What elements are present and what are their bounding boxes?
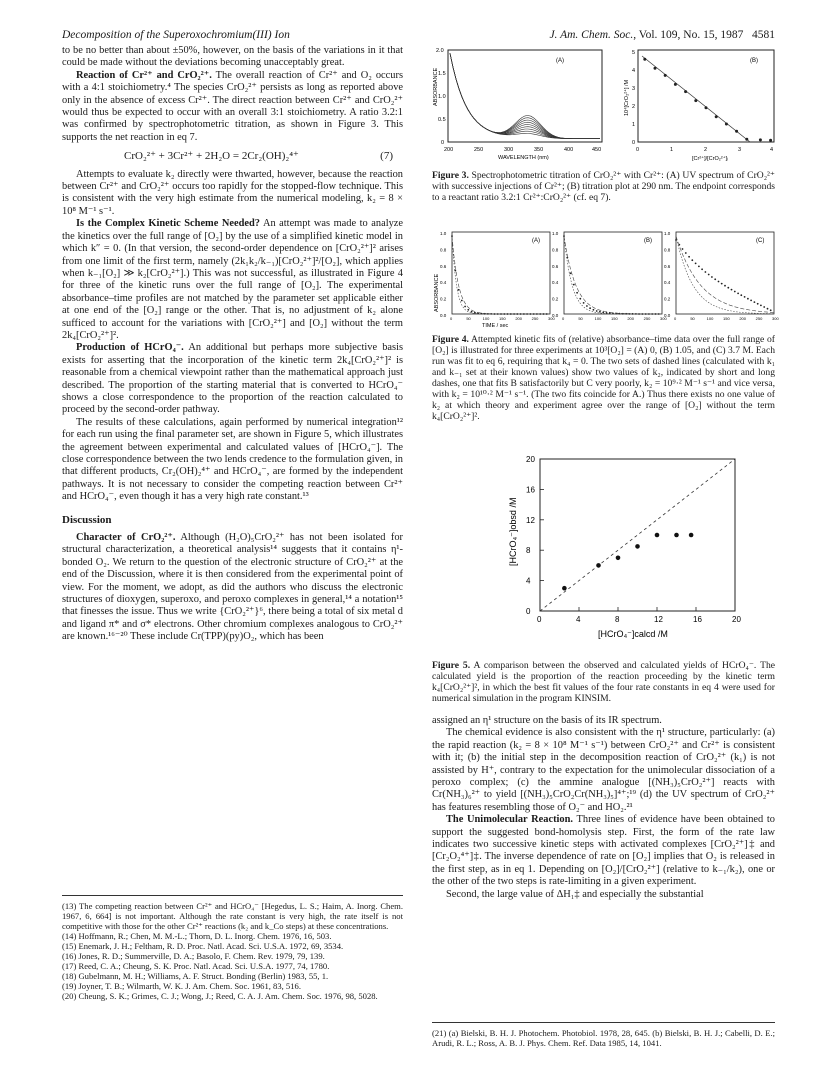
equation-7 (62, 150, 403, 162)
data-point (760, 305, 762, 307)
figure-4 (430, 226, 780, 330)
y-tick-label: 3 (632, 86, 636, 92)
figure-3 (430, 44, 780, 164)
y-tick-label: 0.6 (552, 263, 559, 269)
scatter-point (562, 586, 567, 591)
data-point (701, 268, 703, 270)
x-tick-label: 0 (537, 615, 542, 624)
x-tick-label: 250 (531, 316, 539, 321)
x-tick-label: 150 (611, 316, 618, 321)
y-tick-label: 0.6 (440, 263, 447, 269)
y-tick-label: 5 (632, 50, 636, 56)
data-point (685, 252, 687, 254)
paragraph-text: The overall reaction of Cr²⁺ and O₂ occurs with a 4:1 stoichiometry.⁴ The species CrO₂²⁺ persists as long as reported above only in the absence of excess Cr²⁺. The direct reaction between Cr²⁺ and CrO₂²⁺ would thus be expected to occur with an overall 3:1 stoichiometry. A ratio 3.2:1 was confirmed by spectrophotometric titration, as shown in Figure 3. This supports the net reaction in eq 7. (62, 69, 403, 143)
data-point (691, 259, 693, 261)
figure-4-caption (432, 334, 775, 422)
fit-curve-long-dash (452, 236, 550, 314)
data-point (724, 285, 726, 287)
paragraph (62, 342, 403, 416)
spectrum-curve (450, 53, 600, 138)
scatter-point (655, 533, 660, 538)
paragraph: Second, the large value of ΔH₁‡ and especially the substantial (446, 888, 704, 900)
run-in-heading: Production of HCrO₄⁻. (76, 342, 184, 354)
data-point (593, 309, 595, 311)
caption-label: Figure 3. (432, 170, 469, 181)
figure-3a-panel (433, 48, 602, 161)
footnote-rule (432, 1022, 775, 1023)
data-point (750, 300, 752, 302)
y-tick-label: 0.8 (440, 247, 447, 253)
footnote-right: (21) (a) Bielski, B. H. J. Photochem. Photobiol. 1978, 28, 645. (b) Bielski, B. H. J.; Cabelli, D. E.; Arudi, R. L.; Ross, A. B. J. Phys. Chem. Ref. Data 1985, 14, 1041. (432, 1028, 775, 1048)
titration-point (654, 67, 657, 70)
caption-text: A comparison between the observed and calculated yields of HCrO₄⁻. The calculated yield is the proportion of the reaction proceeding by the kinetic term k₄[CrO₂²⁺]², in which the best fit values of the four rate constants in eq 4 were used for numerical simulation in the program KINSIM. (432, 660, 775, 704)
paragraph (62, 218, 403, 342)
fit-curve-short-dash (452, 236, 550, 314)
titration-point (664, 74, 667, 77)
data-point (744, 296, 746, 298)
x-tick-label: 0 (450, 316, 453, 321)
section-heading-discussion: Discussion (62, 513, 112, 526)
y-tick-label: 0.4 (440, 280, 447, 286)
data-point (737, 293, 739, 295)
footnote: (17) Reed, C. A.; Cheung, S. K. Proc. Natl. Acad. Sci. U.S.A. 1977, 74, 1780. (62, 961, 330, 971)
figure-3-caption (432, 170, 775, 203)
panel-label: (A) (556, 58, 564, 64)
scatter-point (635, 544, 640, 549)
x-tick-label: 50 (466, 316, 471, 321)
run-in-heading: Is the Complex Kinetic Scheme Needed? (76, 218, 260, 230)
footnote-rule (62, 895, 403, 896)
scatter-point (616, 556, 621, 561)
data-point (461, 300, 463, 302)
x-tick-label: 100 (482, 316, 490, 321)
spectrum-curve (450, 53, 600, 138)
y-tick-label: 20 (526, 455, 535, 464)
data-points (562, 533, 693, 591)
data-point (718, 281, 720, 283)
fit-curve-short-dash (564, 236, 662, 314)
reference-line (540, 459, 735, 611)
fit-curve-long-dash (676, 236, 774, 312)
y-tick-label: 1.0 (552, 231, 559, 236)
y-tick-label: 0.4 (664, 280, 671, 286)
y-axis-label: ABSORBANCE (433, 67, 439, 106)
paragraph-text: An attempt was made to analyze the kinetics over the full range of [O₂] by the use of a simplified kinetic model in which k″ = 0. (In that version, the second-order dependence on [CrO₂²⁺]² arises from one limit of the first term, namely (2k₁k₂/k₋₁)[CrO₂²⁺]²/[O₂], which applies when k₋₁[O₂] ≫ k₂[CrO₂²⁺].) This was not successful, as illustrated in Figure 4 for three of the kinetic runs over the full range of [O₂]. The experimental absorbance–time profiles are not matched by the parameter set applicable either at one end of the [O₂] range or the other. That is, no adjustment of k₂ alone sufficed to account for the variations with [CrO₂²⁺] and [O₂] without the term 2k₄[CrO₂²⁺]². (62, 218, 404, 341)
spectra-curves (450, 53, 600, 138)
x-tick-label: 200 (627, 316, 635, 321)
titration-point (684, 90, 687, 93)
y-axis-label: 10⁴[CrO₂²⁺] /M (624, 79, 630, 116)
panel-label: (C) (756, 238, 765, 244)
titration-point (715, 115, 718, 118)
footnote: (16) Jones, R. D.; Summerville, D. A.; Basolo, F. Chem. Rev. 1979, 79, 139. (62, 951, 325, 961)
data-point (599, 311, 601, 313)
data-point (458, 289, 460, 291)
right-column (432, 715, 775, 901)
caption-text: Attempted kinetic fits of (relative) absorbance–time data over the full range of [O₂] is illustrated for three experiments at 10³[O₂] = (A) 0, (B) 1.05, and (C) 3.7 M. Each run was fit to eq 6, requiring that k₄ = 0. The two sets of dashed lines (calculated with k₁ and k₋₁ set at their known values) show two values of k₂, indicated by short and long dashes, one that fits B satisfactorily but C very poorly, k₂ = 10⁹·² M⁻¹ s⁻¹ and vice versa, with k₂ = 10¹⁰·² M⁻¹ s⁻¹. (The two fits coincide for A.) Thus there exists no one value of k₂ at which theory and experiment agree over the range of [O₂] without the term k₄[CrO₂²⁺]². (432, 334, 775, 422)
data-point (714, 278, 716, 280)
panel-label: (B) (750, 58, 758, 64)
x-tick-label: 150 (723, 316, 730, 321)
footnote: (19) Joyner, T. B.; Wilmarth, W. K. J. Am. Chem. Soc. 1961, 83, 516. (62, 981, 301, 991)
titration-point (694, 99, 697, 102)
x-tick-label: 200 (444, 147, 454, 153)
data-point (573, 284, 575, 286)
y-axis-label: ABSORBANCE (434, 273, 440, 312)
figure-4-panels (440, 231, 779, 321)
data-point (602, 312, 604, 314)
x-tick-label: 250 (643, 316, 651, 321)
titration-point (643, 58, 646, 61)
y-tick-label: 4 (632, 68, 636, 74)
figure-5-chart (470, 448, 750, 648)
equation-number: (7) (380, 150, 393, 163)
titration-point (745, 138, 748, 141)
x-tick-label: 0 (674, 316, 677, 321)
y-tick-label: 16 (526, 485, 535, 495)
caption-text: Spectrophotometric titration of CrO₂²⁺ with Cr²⁺: (A) UV spectrum of CrO₂²⁺ with successive injections of Cr²⁺; (B) titration plot at 290 nm. The endpoint corresponds to a reactant ratio 3.2:1 Cr²⁺:CrO₂²⁺ (cf. eq 7). (432, 170, 775, 203)
titration-point (725, 123, 728, 126)
figure-5-caption (432, 660, 775, 704)
spectrum-curve (450, 53, 600, 138)
journal-volume: , Vol. 109, No. 15, 1987 (633, 29, 744, 41)
y-tick-label: 0.6 (664, 263, 671, 269)
paragraph-text: Although (H₂O)₅CrO₂²⁺ has not been isolated for structural characterization, a theoretical analysis¹⁴ suggests that it contains η¹-bonded O₂. We return to the question of the electronic structure of CrO₂²⁺ at the end of the Discussion, where it is then considered from the experimental point of view. For the moment, we adopt, as did the authors who discuss the electronic structures of dioxygen, superoxo, and peroxo complexes in general,¹⁴ a notation¹⁵ that finesses the issue. Thus we write {CrO₂²⁺}⁶, there being a total of six metal d and ligand π* and σ* electrons. Other chromium complexes analogous to CrO₂²⁺ are known.¹⁶⁻²⁰ These include Cr(TPP)(py)O₂, which has been (62, 532, 403, 643)
paragraph-text: An additional but perhaps more subjective basis exists for asserting that the incorporation of the kinetic term 2k₄[CrO₂²⁺]² is reasonable from a chemical viewpoint rather than the mathematical approach just described. The proportion of the starting material that is converted to HCrO₄⁻ shows a close correspondence to the proportion of the reaction calculated to proceed by the second-order pathway. (62, 342, 403, 416)
panel-label: (B) (644, 238, 652, 244)
x-tick-label: 450 (592, 147, 602, 153)
y-tick-label: 0.2 (664, 296, 671, 302)
titration-point (674, 83, 677, 86)
axis-ticks (526, 455, 741, 624)
x-axis-label: WAVELENGTH (nm) (498, 155, 549, 161)
data-point (596, 310, 598, 312)
data-point (770, 309, 772, 311)
fit-line (642, 56, 750, 142)
x-tick-label: 8 (615, 615, 620, 624)
y-tick-label: 0.2 (440, 296, 447, 302)
spectrum-curve (450, 53, 600, 138)
data-point (695, 263, 697, 265)
paragraph: assigned an η¹ structure on the basis of its IR spectrum. (432, 715, 662, 726)
paragraph (62, 70, 403, 144)
x-tick-label: 150 (499, 316, 506, 321)
y-tick-label: 0.2 (552, 296, 559, 302)
paragraph (432, 814, 775, 888)
x-tick-label: 1 (670, 147, 674, 153)
paragraph: The results of these calculations, again performed by numerical integration¹² for each run using the final parameter set, are shown in Figure 5, which illustrates the agreement between experimental and calculated values of [HCrO₄⁻]. The close correspondence between the two lends credence to the formulation given, in that different products, Cr₂(OH)₂⁴⁺ and HCrO₄⁻, are formed by the independent pathways. It is not necessary to consider the competing reaction between Cr²⁺ and HCrO₄⁻, even though it has a very high rate constant.¹³ (62, 416, 403, 503)
footnote: (15) Enemark, J. H.; Feltham, R. D. Proc. Natl. Acad. Sci. U.S.A. 1972, 69, 3534. (62, 941, 344, 951)
scatter-point (689, 533, 694, 538)
data-point (586, 305, 588, 307)
x-tick-label: 4 (576, 615, 581, 624)
data-point (727, 287, 729, 289)
paragraph-text: Three lines of evidence have been obtained to support the suggested bond-homolysis step. First, the form of the rate law indicates two successive kinetic steps with activated complexes [CrO₂²⁺]‡ and [Cr₂O₂⁴⁺]‡. The inverse dependence of rate on [O₂] implies that O₂ is released in the first step, as in eq 1. Depending on [O₂]/[CrO₂²⁺] (relative to k₋₁/k₂), one or the other of the two steps is rate-limiting in a given experiment. (432, 814, 775, 888)
x-tick-label: 200 (739, 316, 747, 321)
y-tick-label: 0 (632, 140, 636, 146)
plot-frame (448, 50, 602, 142)
fit-curve-long-dash (564, 236, 662, 314)
equation-text: CrO₂²⁺ + 3Cr²⁺ + 2H₂O = 2Cr₂(OH)₂⁴⁺ (124, 150, 299, 163)
data-point (711, 276, 713, 278)
panel-label: (A) (532, 238, 540, 244)
x-tick-label: 100 (594, 316, 602, 321)
y-tick-label: 0.0 (552, 313, 559, 318)
data-point (688, 256, 690, 258)
running-title: Decomposition of the Superoxochromium(III) Ion (62, 29, 290, 41)
paragraph (62, 532, 403, 644)
scatter-point (596, 563, 601, 568)
footnote: (13) The competing reaction between Cr²⁺ and HCrO₄⁻ [Hegedus, L. S.; Haim, A. Inorg. Chem. 1967, 6, 664] is not important. Although the rate constant is very high, the rate itself is not competitive with those for the other Cr²⁺ reactions (k₂ and k_Co steps) at these concentrations. (62, 901, 403, 931)
data-point (698, 266, 700, 268)
data-point (734, 291, 736, 293)
paragraph: The chemical evidence is also consistent with the η¹ structure, particularly: (a) the rapid reaction (k₂ = 8 × 10⁸ M⁻¹ s⁻¹) between CrO₂²⁺ and Cr²⁺ is consistent with it; (b) the initial step in the decomposition reaction of CrO₂²⁺ (k₁) is not assisted by H⁺, contrary to the expectation for the unimolecular dissociation of a peroxo complex; (c) the ammine analogue [(NH₃)₅CrO₂²⁺] reacts with Cr(NH₃)₆²⁺ to yield [(NH₃)₅CrO₂Cr(NH₃)₅]⁴⁺;¹⁹ (d) the UV spectrum of CrO₂²⁺ has features resembling those of O₂⁻ and HO₂.²¹ (432, 727, 775, 813)
y-tick-label: 0.0 (440, 313, 447, 318)
y-tick-label: 2 (632, 104, 636, 110)
y-tick-label: 1.5 (438, 71, 446, 77)
caption-label: Figure 4. (432, 334, 469, 345)
y-tick-label: 0.8 (552, 247, 559, 253)
paragraph: Attempts to evaluate k₂ directly were thwarted, however, because the reaction between Cr²⁺ and CrO₂²⁺ occurs too rapidly for the stopped-flow technique. This is consistent with the very high estimate from the numerical modeling, k₂ = 8 × 10⁸ M⁻¹ s⁻¹. (62, 168, 403, 217)
x-tick-label: 3 (738, 147, 742, 153)
footnote: (18) Gubelmann, M. H.; Williams, A. F. Struct. Bonding (Berlin) 1983, 55, 1. (62, 971, 329, 981)
titration-point (759, 138, 762, 141)
x-tick-label: 300 (660, 316, 667, 321)
titration-point (769, 139, 772, 142)
scatter-point (674, 533, 679, 538)
x-tick-label: 100 (706, 316, 714, 321)
titration-points (642, 56, 772, 142)
x-tick-label: 20 (732, 615, 741, 624)
x-tick-label: 250 (755, 316, 763, 321)
y-tick-label: 1.0 (664, 231, 671, 236)
y-tick-label: 12 (526, 515, 535, 525)
y-tick-label: 0.5 (438, 117, 446, 123)
data-point (705, 271, 707, 273)
x-tick-label: 16 (693, 615, 702, 624)
data-point (731, 289, 733, 291)
x-axis-label: [HCrO₄⁻]calcd /M (598, 629, 668, 639)
page-number: 4581 (752, 29, 775, 41)
data-point (589, 307, 591, 309)
data-point (763, 306, 765, 308)
y-tick-label: 2.0 (436, 48, 444, 54)
data-point (757, 303, 759, 305)
footnote: (20) Cheung, S. K.; Grimes, C. J.; Wong, J.; Reed, C. A. J. Am. Chem. Soc. 1976, 98, 5028. (62, 991, 378, 1001)
x-tick-label: 0 (636, 147, 640, 153)
y-tick-label: 1.0 (440, 231, 447, 236)
x-tick-label: 300 (548, 316, 555, 321)
journal-citation (549, 29, 775, 41)
x-tick-label: 300 (772, 316, 779, 321)
data-point (471, 311, 473, 313)
x-tick-label: 300 (504, 147, 514, 153)
footnote: (14) Hoffmann, R.; Chen, M. M.-L.; Thorn, D. L. Inorg. Chem. 1976, 16, 503. (62, 931, 332, 941)
y-tick-label: 0 (526, 607, 531, 616)
journal-name: J. Am. Chem. Soc. (549, 29, 634, 41)
footnotes-left (62, 901, 403, 1001)
spectrum-curve (450, 53, 600, 138)
figure-3b-panel (623, 50, 774, 162)
x-tick-label: 50 (690, 316, 695, 321)
plot-frame (564, 232, 662, 314)
x-tick-label: 4 (770, 147, 774, 153)
x-tick-label: 50 (578, 316, 583, 321)
data-point (708, 274, 710, 276)
x-tick-label: 350 (534, 147, 544, 153)
data-point (740, 294, 742, 296)
data-point (682, 248, 684, 250)
left-column (62, 45, 403, 644)
x-tick-label: 2 (704, 147, 708, 153)
spectrum-curve (450, 53, 600, 138)
y-tick-label: 4 (526, 576, 531, 586)
y-tick-label: 1 (632, 122, 636, 128)
y-tick-label: 0.4 (552, 280, 559, 286)
x-tick-label: 0 (562, 316, 565, 321)
y-axis-label: [HCrO₄⁻]obsd /M (508, 497, 518, 566)
y-tick-label: 0 (441, 140, 445, 146)
x-axis-label: [Cr²⁺]/[CrO₂²⁺]ᵢ (692, 156, 728, 162)
x-tick-label: 250 (474, 147, 484, 153)
data-point (467, 309, 469, 311)
paragraph: to be no better than about ±50%, however, on the basis of the variations in it that could be made without the deviations becoming unacceptably great. (62, 45, 403, 69)
data-point (583, 302, 585, 304)
plot-frame (676, 232, 774, 314)
run-in-heading: The Unimolecular Reaction. (446, 814, 573, 826)
x-tick-label: 200 (515, 316, 523, 321)
data-point (721, 283, 723, 285)
data-point (576, 292, 578, 294)
titration-point (705, 106, 708, 109)
caption-label: Figure 5. (432, 660, 471, 671)
data-point (747, 298, 749, 300)
spectrum-curve (450, 53, 600, 138)
plot-frame (452, 232, 550, 314)
data-point (474, 312, 476, 314)
fit-curve-short-dash (676, 236, 774, 314)
titration-point (735, 130, 738, 133)
y-tick-label: 1.0 (438, 94, 446, 100)
run-in-heading: Reaction of Cr²⁺ and CrO₂²⁺. (76, 69, 212, 81)
x-tick-label: 400 (564, 147, 574, 153)
x-axis-label: TIME / sec (482, 323, 509, 329)
data-point (579, 298, 581, 300)
data-point (570, 272, 572, 274)
spectrum-curve (450, 53, 600, 138)
data-point (767, 308, 769, 310)
y-tick-label: 8 (526, 546, 531, 556)
y-tick-label: 0.8 (664, 247, 671, 253)
y-tick-label: 0.0 (664, 313, 671, 318)
spectrum-curve (450, 53, 600, 138)
x-tick-label: 12 (654, 615, 663, 624)
run-in-heading: Character of CrO₂²⁺. (76, 532, 176, 544)
data-point (754, 301, 756, 303)
data-point (464, 306, 466, 308)
